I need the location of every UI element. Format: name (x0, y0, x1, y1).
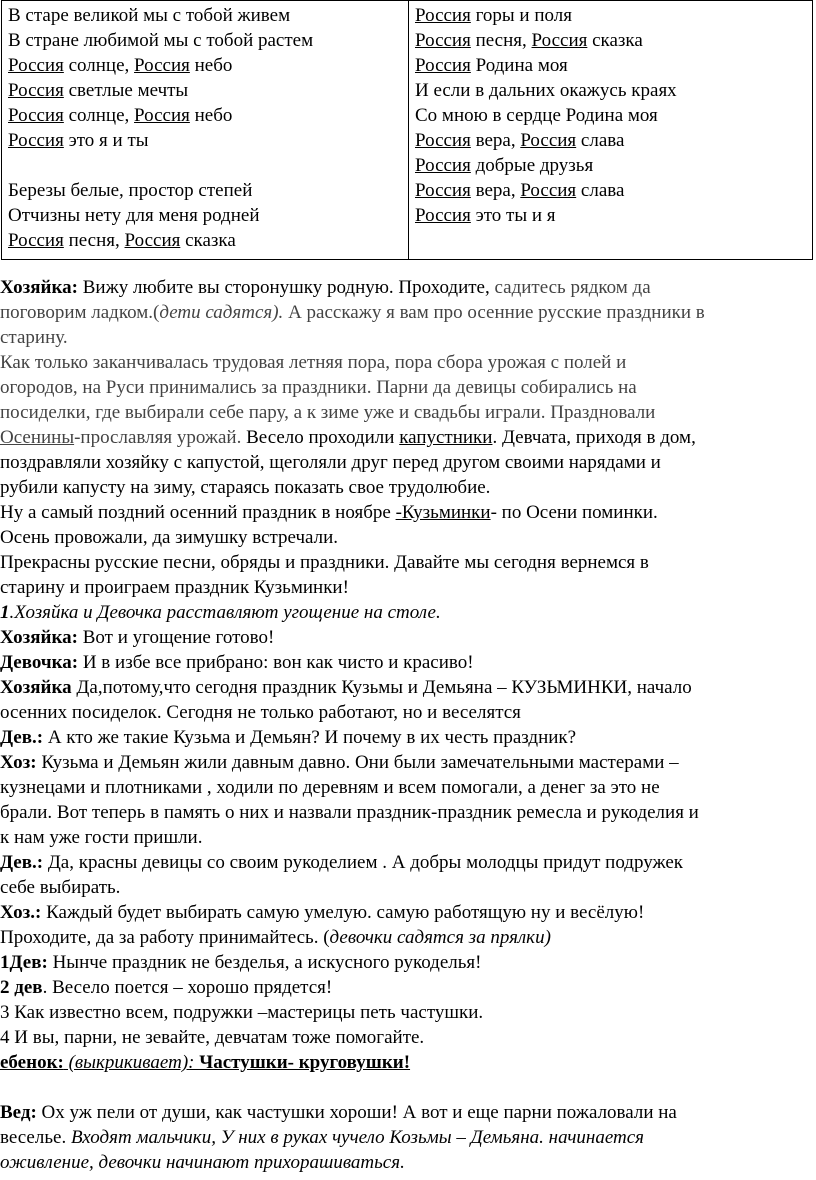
paragraph-kuzminki (0, 500, 816, 525)
text-line: Осень провожали, да зимушку встречали. (0, 527, 339, 548)
lyric-text: солнце, (63, 55, 135, 76)
russia-word: Россия (8, 80, 64, 101)
text-line (0, 925, 816, 950)
text: веселье. (0, 1127, 67, 1148)
lyric-line (8, 103, 402, 128)
lyric-line (415, 203, 806, 228)
lyric-text: вера, (470, 180, 521, 201)
text-line: старину. (0, 327, 68, 348)
lyric-line (415, 3, 806, 28)
lyric-line (8, 53, 402, 78)
lyric-text: Родина моя (470, 55, 568, 76)
lyric-text: сказка (180, 230, 236, 251)
lyric-text: это ты и я (470, 205, 556, 226)
speaker-label: Вед: (0, 1102, 37, 1123)
stage-direction: дети садятся). (159, 302, 284, 323)
speaker-label: Девочка: (0, 652, 79, 673)
dialogue-line (0, 1100, 816, 1125)
russia-word: Россия (124, 230, 181, 251)
lyric-text: горы и поля (470, 5, 572, 26)
dialogue-line (0, 650, 816, 675)
russia-word: Россия (415, 155, 471, 176)
russia-word: Россия (8, 105, 64, 126)
lyric-text: песня, (63, 230, 125, 251)
lyric-text: вера, (470, 130, 521, 151)
lyric-text: В стране любимой мы с тобой растем (8, 30, 314, 51)
lyric-line (8, 228, 402, 253)
lyric-line (415, 53, 806, 78)
text: Вижу любите вы сторонушку родную. Проходите, (78, 277, 490, 298)
lyric-text: слава (576, 180, 625, 201)
russia-word: Россия (415, 180, 471, 201)
text-line (0, 300, 816, 325)
text-line: рубили капусту на зиму, стараясь показать свое трудолюбие. (0, 477, 491, 498)
term-kuzminki: -Кузьминки (395, 502, 491, 523)
text-line: осенних посиделок. Сегодня не только работают, но и веселятся (0, 702, 521, 723)
text: Да, красны девицы со своим рукоделием . А добры молодцы придут подружек (43, 852, 684, 873)
text-line (0, 425, 816, 450)
speaker-label: Хоз.: (0, 902, 42, 923)
stage-direction: .Хозяйка и Девочка расставляют угощение на столе. (9, 602, 441, 623)
lyric-text: В старе великой мы с тобой живем (8, 5, 291, 26)
russia-word: Россия (134, 55, 190, 76)
text-line: поздравляли хозяйку с капустой, щеголяли друг перед другом своими нарядами и (0, 452, 661, 473)
dialogue-line (0, 750, 816, 775)
text: Проходите, да за работу принимайтесь. ( (0, 927, 330, 948)
dialogue-line: 4 И вы, парни, не зевайте, девчатам тоже помогайте. (0, 1027, 425, 1048)
speaker-label: Хоз: (0, 752, 37, 773)
paragraph-history: Как только заканчивалась трудовая летняя пора, пора сбора урожая с полей и (0, 352, 627, 373)
text: поговорим ладком.( (0, 302, 160, 323)
lyric-text: это я и ты (63, 130, 149, 151)
lyric-text: Со мною в сердце Родина моя (415, 105, 658, 126)
russia-word: Россия (415, 30, 471, 51)
dialogue-line: 3 Как известно всем, подружки –мастерицы петь частушки. (0, 1002, 484, 1023)
lyrics-left-column (2, 1, 409, 260)
spacer (0, 1075, 816, 1100)
dialogue-line (0, 950, 816, 975)
text: . Весело поется – хорошо прядется! (42, 977, 333, 998)
lyric-line (415, 28, 806, 53)
stage-direction: (выкрикивает): (63, 1052, 195, 1073)
text-line: кузнецами и плотниками , ходили по деревням и всем помогали, а денег за это не (0, 777, 660, 798)
lyric-text: сказка (587, 30, 643, 51)
speaker-label: 2 дев (0, 977, 43, 998)
lyric-text: небо (189, 105, 233, 126)
dialogue-line (0, 900, 816, 925)
text: -прославляя урожай. (74, 427, 242, 448)
lyric-line (8, 153, 402, 178)
text: Весело проходили (241, 427, 400, 448)
lyric-line (415, 103, 806, 128)
speaker-label: Хозяйка (0, 677, 72, 698)
dialogue-line (0, 725, 816, 750)
lyric-line (8, 3, 402, 28)
speaker-label: Хозяйка: (0, 277, 78, 298)
russia-word: Россия (415, 205, 471, 226)
text-line: к нам уже гости пришли. (0, 827, 203, 848)
speaker-label: ебенок: (0, 1052, 64, 1073)
text: - по Осени поминки. (490, 502, 658, 523)
text: Да,потому,что сегодня праздник Кузьмы и Демьяна – КУЗЬМИНКИ, начало (71, 677, 692, 698)
lyric-line (8, 178, 402, 203)
text: садитесь рядком да (489, 277, 651, 298)
text-line: себе выбирать. (0, 877, 121, 898)
dialogue-line (0, 975, 816, 1000)
russia-word: Россия (531, 30, 588, 51)
russia-word: Россия (415, 5, 471, 26)
lyric-line (415, 178, 806, 203)
text-line (0, 1125, 816, 1150)
lyric-text: И если в дальних окажусь краях (415, 80, 677, 101)
paragraph-invitation: Прекрасны русские песни, обряды и праздники. Давайте мы сегодня вернемся в (0, 552, 649, 573)
speaker-label: Хозяйка: (0, 627, 78, 648)
lyric-line (8, 128, 402, 153)
russia-word: Россия (415, 130, 471, 151)
script-text (0, 275, 816, 1175)
song-lyrics-table (1, 0, 813, 260)
speaker-label: Дев.: (0, 727, 44, 748)
lyric-line (415, 128, 806, 153)
russia-word: Россия (415, 55, 471, 76)
term-kapustniki: капустники (399, 427, 493, 448)
text-line: посиделки, где выбирали себе пару, а к зиме уже и свадьбы играли. Праздновали (0, 402, 656, 423)
russia-word: Россия (8, 55, 64, 76)
lyric-line (415, 78, 806, 103)
lyric-line (8, 203, 402, 228)
speaker-label: Дев.: (0, 852, 44, 873)
lyric-line (8, 28, 402, 53)
russia-word: Россия (8, 230, 64, 251)
dialogue-line (0, 675, 816, 700)
russia-word: Россия (134, 105, 190, 126)
dialogue-line (0, 1050, 816, 1075)
chastushki-title: Частушки- круговушки! (194, 1052, 411, 1073)
text: А расскажу я вам про осенние русские праздники в (283, 302, 705, 323)
lyric-line (415, 153, 806, 178)
text: Нынче праздник не безделья, а искусного рукоделья! (47, 952, 482, 973)
text: Ну а самый поздний осенний праздник в ноябре (0, 502, 396, 523)
text-line: огородов, на Руси принимались за праздники. Парни да девицы собирались на (0, 377, 637, 398)
text: Ох уж пели от души, как частушки хороши! А вот и еще парни пожаловали на (36, 1102, 677, 1123)
dialogue-line (0, 625, 816, 650)
speaker-label: 1Дев: (0, 952, 48, 973)
text-line: брали. Вот теперь в память о них и назвали праздник-праздник ремесла и рукоделия и (0, 802, 699, 823)
stage-direction: Входят мальчики, У них в руках чучело Козьмы – Демьяна. начинается (66, 1127, 645, 1148)
text: Каждый будет выбирать самую умелую. самую работящую ну и весёлую! (41, 902, 645, 923)
text: Вот и угощение готово! (78, 627, 275, 648)
stage-direction: девочки садятся за прялки) (329, 927, 551, 948)
lyric-text: Отчизны нету для меня родней (8, 205, 260, 226)
lyric-text: светлые мечты (63, 80, 189, 101)
term-oseniny: Осенины (0, 427, 75, 448)
russia-word: Россия (520, 130, 577, 151)
lyric-text: добрые друзья (470, 155, 594, 176)
lyric-text: солнце, (63, 105, 135, 126)
lyrics-right-column (409, 1, 813, 260)
text: Кузьма и Демьян жили давным давно. Они были замечательными мастерами – (36, 752, 679, 773)
text: . Девчата, приходя в дом, (492, 427, 696, 448)
lyric-text: Березы белые, простор степей (8, 180, 253, 201)
lyric-text: песня, (470, 30, 532, 51)
lyric-text: слава (576, 130, 625, 151)
stage-direction-line (0, 600, 816, 625)
lyric-line (8, 78, 402, 103)
russia-word: Россия (8, 130, 64, 151)
russia-word: Россия (520, 180, 577, 201)
scene-number: 1 (0, 602, 10, 623)
lyric-text: небо (189, 55, 233, 76)
paragraph-hostess-intro (0, 275, 816, 300)
text: И в избе все прибрано: вон как чисто и красиво! (78, 652, 474, 673)
text: А кто же такие Кузьма и Демьян? И почему в их честь праздник? (43, 727, 577, 748)
text-line: старину и проиграем праздник Кузьминки! (0, 577, 349, 598)
stage-direction-line: оживление, девочки начинают прихорашиваться. (0, 1152, 405, 1173)
dialogue-line (0, 850, 816, 875)
